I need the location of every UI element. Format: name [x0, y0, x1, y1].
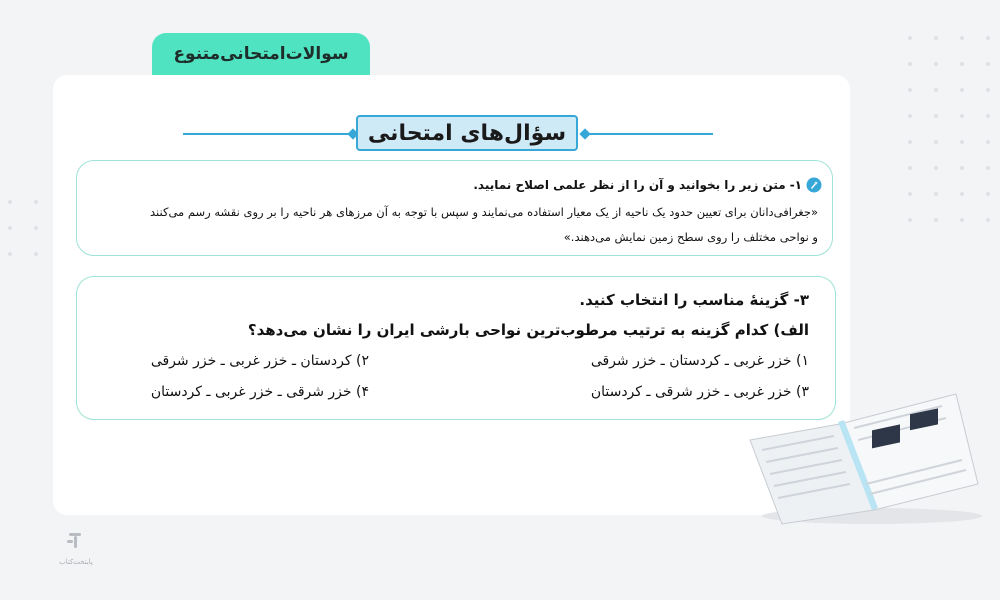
question-3-subquestion: الف) کدام گزینه به ترتیب مرطوب‌ترین نواحی بارشی ایران را نشان می‌دهد؟: [247, 321, 809, 339]
question-1-header: [473, 177, 822, 193]
option-3[interactable]: ۳) خزر غربی ـ خزر شرقی ـ کردستان: [590, 384, 809, 400]
section-title-banner: [183, 114, 713, 154]
option-1[interactable]: ۱) خزر غربی ـ کردستان ـ خزر شرقی: [590, 353, 809, 369]
section-tab: سوالات‌امتحانی‌متنوع: [152, 33, 370, 75]
question-1-number: ۱-: [789, 178, 802, 192]
title-divider-left: [183, 133, 355, 135]
option-2[interactable]: ۲) کردستان ـ خزر غربی ـ خزر شرقی: [150, 353, 369, 369]
option-4[interactable]: ۴) خزر شرقی ـ خزر غربی ـ کردستان: [150, 384, 369, 400]
question-3-heading: ۳- گزینهٔ مناسب را انتخاب کنید.: [579, 291, 809, 309]
question-1-instruction: متن زیر را بخوانید و آن را از نظر علمی اصلاح نمایید.: [473, 178, 786, 192]
open-book-illustration: [742, 388, 982, 528]
question-3-box: [76, 276, 836, 420]
title-divider-right: [581, 133, 713, 135]
brand-logo: [56, 530, 96, 566]
brand-logo-text: پایتخت‌کتاب: [59, 558, 93, 566]
section-title: سؤال‌های امتحانی: [356, 115, 578, 151]
rocket-icon: [806, 177, 822, 193]
question-1-text-line1: «جغرافی‌دانان برای تعیین حدود یک ناحیه از یک معیار استفاده می‌نمایند و سپس با توجه به آن مرزهای هر ناحیه را بر روی نقشه رسم می‌کنند: [150, 205, 818, 219]
brand-logo-icon: [65, 530, 87, 552]
question-1-box: [76, 160, 833, 256]
question-1-text-line2: و نواحی مختلف را روی سطح زمین نمایش می‌دهند.»: [563, 230, 818, 244]
decorative-dots-right: [908, 36, 990, 222]
